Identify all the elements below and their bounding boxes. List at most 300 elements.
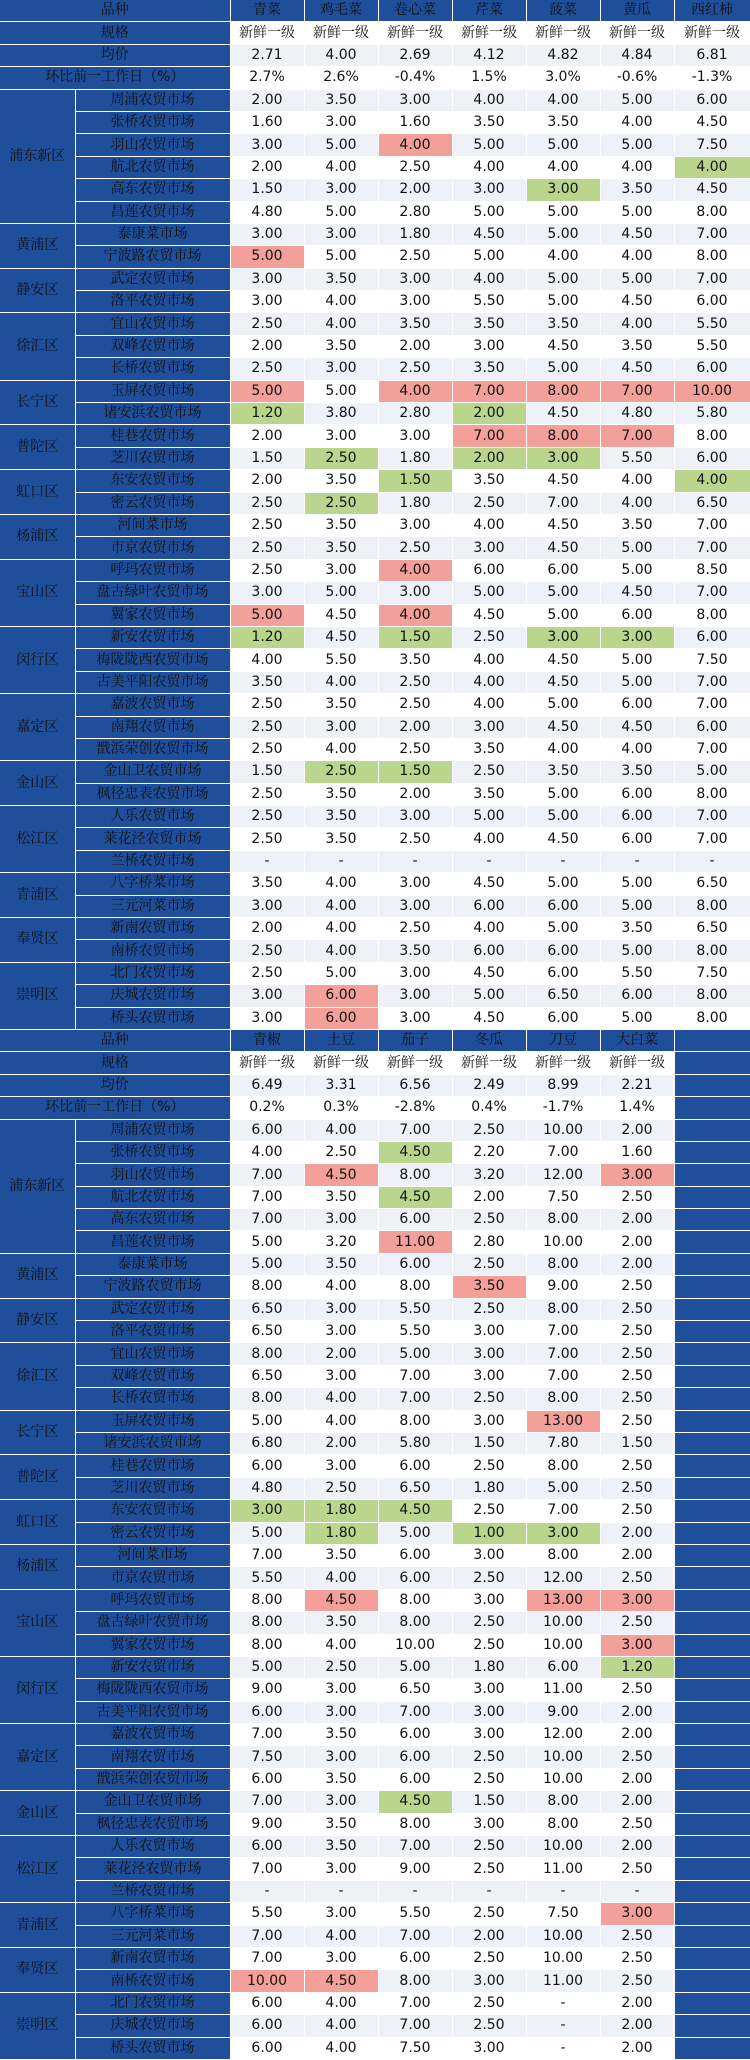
price-cell: 7.00 <box>230 1791 304 1813</box>
price-cell: 7.00 <box>230 1186 304 1208</box>
price-cell: 2.50 <box>600 1455 674 1477</box>
market-row <box>0 1186 750 1208</box>
market-name: 南翔农贸市场 <box>75 716 230 738</box>
price-cell: 4.00 <box>600 156 674 178</box>
price-cell: 2.50 <box>304 1141 378 1163</box>
price-cell: 10.00 <box>526 1119 600 1141</box>
market-row <box>0 716 750 738</box>
price-cell-high: 13.00 <box>526 1589 600 1611</box>
price-cell: 5.50 <box>600 962 674 984</box>
price-cell: 7.00 <box>526 1343 600 1365</box>
variety-header: 卷心菜 <box>378 0 452 22</box>
market-row <box>0 1791 750 1813</box>
empty-cell <box>674 1477 750 1499</box>
price-cell: 2.00 <box>230 156 304 178</box>
price-cell: 1.50 <box>452 1433 526 1455</box>
market-name: 新南农贸市场 <box>75 918 230 940</box>
empty-cell <box>674 1186 750 1208</box>
price-cell: 6.00 <box>230 1455 304 1477</box>
price-cell: 3.50 <box>304 694 378 716</box>
variety-header: 芹菜 <box>452 0 526 22</box>
spec-cell: 新鲜一级 <box>378 1052 452 1074</box>
price-cell: 3.20 <box>452 1164 526 1186</box>
district-label: 长宁区 <box>0 1410 75 1455</box>
price-cell: 5.00 <box>452 201 526 223</box>
price-cell-low: 1.50 <box>378 470 452 492</box>
price-cell: 2.00 <box>600 1701 674 1723</box>
price-cell: 5.50 <box>378 1903 452 1925</box>
price-cell: 1.80 <box>378 447 452 469</box>
price-cell: 3.50 <box>304 335 378 357</box>
variety-header: 冬瓜 <box>452 1030 526 1052</box>
spec-cell: 新鲜一级 <box>526 22 600 44</box>
price-cell: 4.00 <box>304 291 378 313</box>
price-cell: 3.00 <box>304 1947 378 1969</box>
district-label: 长宁区 <box>0 380 75 425</box>
price-cell: 7.80 <box>526 1433 600 1455</box>
price-cell: 3.50 <box>304 1724 378 1746</box>
market-name: 桂巷农贸市场 <box>75 425 230 447</box>
price-cell: 4.00 <box>304 1567 378 1589</box>
price-cell: 8.00 <box>378 1970 452 1992</box>
district-label: 崇明区 <box>0 1992 75 2059</box>
price-cell: 7.00 <box>378 1992 452 2014</box>
price-cell: 2.80 <box>378 201 452 223</box>
price-cell: 6.00 <box>526 1656 600 1678</box>
market-row <box>0 806 750 828</box>
market-row <box>0 940 750 962</box>
price-cell: 2.50 <box>452 492 526 514</box>
price-cell: 6.50 <box>230 1298 304 1320</box>
price-cell: 5.00 <box>230 1253 304 1275</box>
average-price-cell: 4.82 <box>526 44 600 66</box>
price-cell: 7.50 <box>674 649 750 671</box>
market-row <box>0 1410 750 1432</box>
price-cell: 2.50 <box>600 1343 674 1365</box>
price-cell-high: 4.00 <box>378 380 452 402</box>
price-cell: 8.00 <box>674 246 750 268</box>
price-cell-high: 4.50 <box>304 1164 378 1186</box>
price-cell: 5.50 <box>600 447 674 469</box>
price-cell: 5.50 <box>378 1298 452 1320</box>
empty-cell <box>674 1791 750 1813</box>
price-cell: 6.80 <box>230 1433 304 1455</box>
market-name: 呼玛农贸市场 <box>75 1589 230 1611</box>
price-cell: 3.00 <box>230 985 304 1007</box>
price-cell: 8.00 <box>378 1589 452 1611</box>
market-name: 桂巷农贸市场 <box>75 1455 230 1477</box>
price-cell-high: 4.00 <box>378 134 452 156</box>
market-row <box>0 380 750 402</box>
spec-cell: 新鲜一级 <box>600 22 674 44</box>
average-price-cell: 2.69 <box>378 44 452 66</box>
market-row <box>0 1992 750 2014</box>
price-cell: 4.50 <box>526 828 600 850</box>
average-price-cell: 6.56 <box>378 1074 452 1096</box>
price-cell-high: 7.00 <box>452 425 526 447</box>
price-cell: 4.00 <box>304 1634 378 1656</box>
price-cell-high: 3.50 <box>452 1276 526 1298</box>
market-row <box>0 1612 750 1634</box>
price-cell: 4.50 <box>600 582 674 604</box>
price-cell: 3.80 <box>304 403 378 425</box>
price-cell: 2.50 <box>230 492 304 514</box>
price-cell: 3.50 <box>452 358 526 380</box>
empty-cell <box>674 1947 750 1969</box>
variety-header-label: 品种 <box>0 1030 230 1052</box>
district-label: 黄浦区 <box>0 1253 75 1298</box>
price-cell: 8.00 <box>674 604 750 626</box>
market-name: 东安农贸市场 <box>75 470 230 492</box>
price-cell: 3.50 <box>304 1813 378 1835</box>
district-label: 金山区 <box>0 1791 75 1836</box>
price-cell: 5.00 <box>304 962 378 984</box>
market-name: 昌莲农贸市场 <box>75 201 230 223</box>
price-cell: 6.00 <box>526 1007 600 1029</box>
price-cell-high: 5.00 <box>230 380 304 402</box>
market-row <box>0 1365 750 1387</box>
market-name: 宜山农贸市场 <box>75 1343 230 1365</box>
price-cell: - <box>526 2037 600 2059</box>
market-name: 南桥农贸市场 <box>75 940 230 962</box>
price-cell: 2.50 <box>452 1298 526 1320</box>
price-cell: 3.00 <box>378 962 452 984</box>
price-cell: 8.00 <box>674 940 750 962</box>
price-cell-low: 3.00 <box>526 447 600 469</box>
price-cell: 5.00 <box>304 380 378 402</box>
price-cell: 5.00 <box>600 201 674 223</box>
price-cell: 7.00 <box>230 1209 304 1231</box>
price-cell: 7.00 <box>674 738 750 760</box>
price-cell: 6.00 <box>378 1746 452 1768</box>
market-name: 人乐农贸市场 <box>75 806 230 828</box>
district-label: 杨浦区 <box>0 1544 75 1589</box>
market-name: 诸安浜农贸市场 <box>75 403 230 425</box>
price-cell: 8.00 <box>230 1634 304 1656</box>
market-row <box>0 201 750 223</box>
price-cell: 7.00 <box>378 1119 452 1141</box>
price-cell: 10.00 <box>526 1768 600 1790</box>
price-cell: 7.00 <box>674 694 750 716</box>
price-cell: 3.50 <box>304 1186 378 1208</box>
price-cell-high: 3.00 <box>600 1903 674 1925</box>
price-cell: 1.50 <box>452 1791 526 1813</box>
market-row <box>0 738 750 760</box>
price-cell: 3.00 <box>304 111 378 133</box>
price-cell: 4.50 <box>452 962 526 984</box>
price-cell: 2.50 <box>230 828 304 850</box>
price-cell-high: 3.00 <box>600 1164 674 1186</box>
market-row <box>0 1701 750 1723</box>
price-cell: 6.00 <box>526 962 600 984</box>
price-cell: 6.00 <box>600 604 674 626</box>
market-row <box>0 447 750 469</box>
price-cell: 2.50 <box>230 806 304 828</box>
price-cell: 5.00 <box>526 291 600 313</box>
price-cell: 6.00 <box>230 1836 304 1858</box>
price-cell: 4.00 <box>304 156 378 178</box>
price-cell-low: 1.20 <box>230 626 304 648</box>
empty-cell <box>674 1880 750 1902</box>
price-cell: 8.50 <box>674 559 750 581</box>
price-cell: 4.00 <box>600 492 674 514</box>
price-cell: 2.50 <box>230 738 304 760</box>
price-cell: 1.50 <box>230 761 304 783</box>
price-cell: 5.00 <box>452 246 526 268</box>
price-cell: 6.00 <box>674 291 750 313</box>
price-cell: 3.50 <box>304 470 378 492</box>
price-cell: 10.00 <box>526 1634 600 1656</box>
market-row <box>0 1589 750 1611</box>
empty-cell <box>674 1410 750 1432</box>
price-cell: 4.50 <box>304 604 378 626</box>
empty-cell <box>674 1544 750 1566</box>
price-cell-low: 3.00 <box>526 1522 600 1544</box>
market-row <box>0 223 750 245</box>
market-row <box>0 1455 750 1477</box>
price-cell: 3.00 <box>230 582 304 604</box>
price-cell: 8.00 <box>674 201 750 223</box>
empty-cell <box>674 2037 750 2059</box>
spec-cell: 新鲜一级 <box>526 1052 600 1074</box>
price-cell-high: 3.00 <box>600 1634 674 1656</box>
price-cell: 6.00 <box>378 1455 452 1477</box>
price-cell-low: 1.00 <box>452 1522 526 1544</box>
price-cell: 4.00 <box>452 694 526 716</box>
market-name: 羽山农贸市场 <box>75 1164 230 1186</box>
price-cell: 11.00 <box>526 1858 600 1880</box>
price-cell: 1.50 <box>230 179 304 201</box>
market-row <box>0 291 750 313</box>
market-name: 航北农贸市场 <box>75 1186 230 1208</box>
price-cell-low: 1.50 <box>378 626 452 648</box>
price-cell: 2.50 <box>230 940 304 962</box>
price-cell: 3.00 <box>452 1724 526 1746</box>
market-name: 北门农贸市场 <box>75 1992 230 2014</box>
empty-cell <box>674 1030 750 1052</box>
price-cell: 2.50 <box>600 1858 674 1880</box>
market-name: 宁波路农贸市场 <box>75 1276 230 1298</box>
market-row <box>0 1544 750 1566</box>
market-row <box>0 358 750 380</box>
price-cell: 11.00 <box>526 1679 600 1701</box>
price-cell-low: 4.50 <box>378 1141 452 1163</box>
market-row <box>0 761 750 783</box>
price-cell: 3.00 <box>230 223 304 245</box>
market-name: 古美平阳农贸市场 <box>75 671 230 693</box>
empty-cell <box>674 1656 750 1678</box>
empty-cell <box>674 1052 750 1074</box>
price-cell: 8.00 <box>378 1612 452 1634</box>
market-row <box>0 1947 750 1969</box>
empty-cell <box>674 1701 750 1723</box>
market-row <box>0 1231 750 1253</box>
price-cell: 10.00 <box>378 1634 452 1656</box>
price-cell: 3.00 <box>304 1791 378 1813</box>
price-cell: 3.00 <box>230 1007 304 1029</box>
price-cell: 3.50 <box>600 335 674 357</box>
price-cell: 3.00 <box>452 2037 526 2059</box>
price-cell: 7.00 <box>378 2015 452 2037</box>
market-row <box>0 1477 750 1499</box>
price-cell-high: 8.00 <box>526 425 600 447</box>
price-cell: 5.00 <box>526 582 600 604</box>
price-cell: 4.00 <box>304 940 378 962</box>
market-name: 航北农贸市场 <box>75 156 230 178</box>
price-cell: 2.50 <box>452 1768 526 1790</box>
price-cell: 5.50 <box>230 1903 304 1925</box>
price-cell: 2.50 <box>230 537 304 559</box>
price-cell-high: 4.50 <box>304 1589 378 1611</box>
market-row <box>0 1925 750 1947</box>
spec-row <box>0 1052 750 1074</box>
district-label: 奉贤区 <box>0 918 75 963</box>
average-price-cell: 4.12 <box>452 44 526 66</box>
price-cell: - <box>526 1992 600 2014</box>
market-row <box>0 1746 750 1768</box>
price-cell: - <box>230 1880 304 1902</box>
price-cell: 5.00 <box>526 783 600 805</box>
price-cell: 4.50 <box>452 873 526 895</box>
average-price-cell: 6.49 <box>230 1074 304 1096</box>
market-name: 泰康菜市场 <box>75 1253 230 1275</box>
price-cell: 2.50 <box>452 1746 526 1768</box>
price-cell: 6.00 <box>230 2037 304 2059</box>
price-cell: 10.00 <box>526 1836 600 1858</box>
price-cell: 5.50 <box>674 335 750 357</box>
price-cell: 3.00 <box>452 1679 526 1701</box>
empty-cell <box>674 1343 750 1365</box>
price-cell: 6.50 <box>526 985 600 1007</box>
market-name: 张桥农贸市场 <box>75 1141 230 1163</box>
price-cell: 2.50 <box>452 1253 526 1275</box>
price-cell: 12.00 <box>526 1724 600 1746</box>
price-cell: 5.00 <box>378 1656 452 1678</box>
price-cell: 5.00 <box>600 134 674 156</box>
price-cell: 8.00 <box>230 1589 304 1611</box>
district-label: 徐汇区 <box>0 313 75 380</box>
price-cell: 5.50 <box>674 313 750 335</box>
price-cell: 3.50 <box>452 111 526 133</box>
empty-cell <box>674 1768 750 1790</box>
market-row <box>0 2037 750 2059</box>
price-cell: 5.00 <box>230 1522 304 1544</box>
empty-cell <box>674 1253 750 1275</box>
market-row <box>0 1141 750 1163</box>
price-cell: 4.50 <box>526 671 600 693</box>
price-cell: 8.00 <box>674 425 750 447</box>
variety-header: 黄瓜 <box>600 0 674 22</box>
price-cell: 4.00 <box>304 1925 378 1947</box>
price-cell-low: 2.50 <box>304 492 378 514</box>
price-cell: 2.50 <box>378 694 452 716</box>
market-name: 莱花泾农贸市场 <box>75 1858 230 1880</box>
price-cell: 4.50 <box>600 716 674 738</box>
market-name: 梅陇陇西农贸市场 <box>75 649 230 671</box>
price-cell-low: 3.00 <box>230 1500 304 1522</box>
price-cell: 3.00 <box>452 1544 526 1566</box>
market-row <box>0 1522 750 1544</box>
market-row <box>0 649 750 671</box>
price-cell: 3.00 <box>452 1813 526 1835</box>
price-cell: 2.00 <box>600 2037 674 2059</box>
variety-header: 菠菜 <box>526 0 600 22</box>
price-cell: 3.50 <box>304 268 378 290</box>
price-cell: 4.50 <box>526 649 600 671</box>
price-cell: 5.00 <box>304 201 378 223</box>
price-cell: 10.00 <box>526 1612 600 1634</box>
price-cell-high: 10.00 <box>230 1970 304 1992</box>
price-cell: 4.50 <box>526 470 600 492</box>
price-cell: 3.00 <box>378 582 452 604</box>
price-cell: - <box>304 1880 378 1902</box>
price-cell: 4.50 <box>526 335 600 357</box>
price-cell: 3.00 <box>304 425 378 447</box>
empty-cell <box>674 1433 750 1455</box>
price-cell: 7.00 <box>674 828 750 850</box>
price-cell: 7.00 <box>230 1947 304 1969</box>
price-cell: 8.00 <box>526 1253 600 1275</box>
price-cell: 12.00 <box>526 1164 600 1186</box>
price-cell: 7.50 <box>674 962 750 984</box>
price-cell: 3.50 <box>304 1253 378 1275</box>
price-cell: 8.00 <box>526 1388 600 1410</box>
price-cell: 5.50 <box>378 1321 452 1343</box>
price-cell: 4.00 <box>304 1410 378 1432</box>
market-name: 呼玛农贸市场 <box>75 559 230 581</box>
price-cell: 5.00 <box>304 134 378 156</box>
market-name: 兰桥农贸市场 <box>75 850 230 872</box>
price-cell: 5.80 <box>378 1433 452 1455</box>
price-cell: 6.00 <box>452 895 526 917</box>
price-cell: 2.50 <box>230 716 304 738</box>
average-price-cell: 2.71 <box>230 44 304 66</box>
price-cell: 3.50 <box>378 313 452 335</box>
price-cell: 2.50 <box>452 1947 526 1969</box>
price-cell: 2.50 <box>230 559 304 581</box>
price-cell: 4.80 <box>230 201 304 223</box>
price-cell: 4.00 <box>304 873 378 895</box>
price-cell: 2.50 <box>452 1119 526 1141</box>
spec-cell: 新鲜一级 <box>452 22 526 44</box>
market-name: 新安农贸市场 <box>75 1656 230 1678</box>
price-cell: 2.50 <box>230 962 304 984</box>
change-rate-row <box>0 1097 750 1119</box>
price-cell: 8.00 <box>526 1544 600 1566</box>
price-cell: 2.50 <box>600 1365 674 1387</box>
market-row <box>0 1679 750 1701</box>
market-name: 宜山农贸市场 <box>75 313 230 335</box>
empty-cell <box>674 1388 750 1410</box>
price-cell: 3.00 <box>304 1298 378 1320</box>
price-cell: 3.00 <box>378 873 452 895</box>
price-cell: 3.50 <box>600 761 674 783</box>
market-name: 桥头农贸市场 <box>75 2037 230 2059</box>
price-cell-high: 7.00 <box>600 380 674 402</box>
variety-header: 西红柿 <box>674 0 750 22</box>
market-row <box>0 425 750 447</box>
price-cell: 2.50 <box>600 1947 674 1969</box>
price-cell: 4.00 <box>452 89 526 111</box>
price-cell: 3.50 <box>600 514 674 536</box>
price-cell-high: 5.00 <box>230 246 304 268</box>
market-name: 高东农贸市场 <box>75 179 230 201</box>
price-cell: 8.00 <box>674 1007 750 1029</box>
price-cell: 2.00 <box>230 425 304 447</box>
district-label: 浦东新区 <box>0 1119 75 1253</box>
price-cell: 10.00 <box>526 1746 600 1768</box>
price-cell: 8.00 <box>526 1455 600 1477</box>
